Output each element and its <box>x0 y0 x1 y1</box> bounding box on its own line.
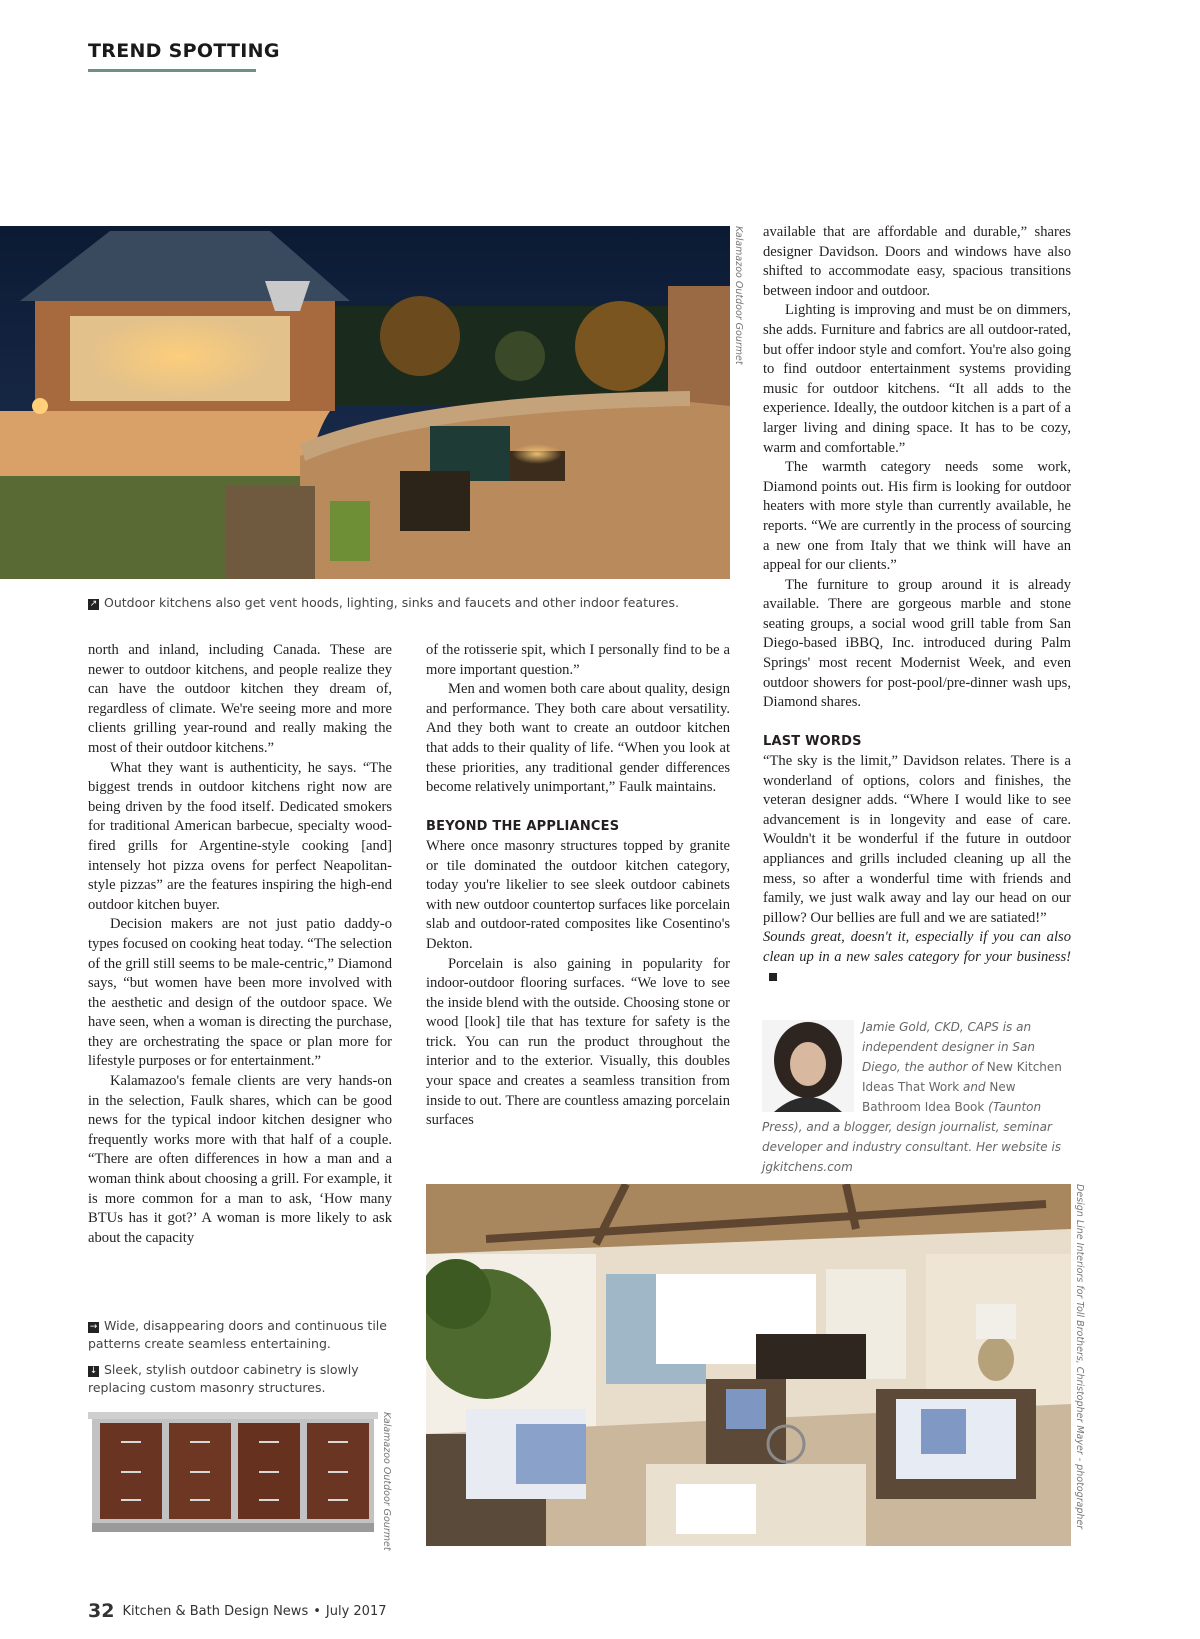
paragraph: The warmth category needs some work, Diamond points out. His firm is looking for outdoor heaters with more style than currently available, he reports. “We are currently in the process of sourcing a new one from Italy that we think will have an appeal for our clients.” <box>763 459 1071 574</box>
paragraph: of the rotisserie spit, which I personally find to be a more important question.” <box>426 642 730 678</box>
top-photo-caption <box>88 594 788 612</box>
end-mark-icon <box>769 973 777 981</box>
indoor-outdoor-living-photo <box>426 1184 1071 1546</box>
paragraph: available that are affordable and durable,” shares designer Davidson. Doors and windows have also shifted to accommodate easy, spacious transitions between indoor and outdoor. <box>763 224 1071 299</box>
article-column-right <box>763 223 1071 987</box>
issue-date: July 2017 <box>325 1604 387 1619</box>
paragraph: Kalamazoo's female clients are very hands-on in the selection, Faulk shares, which can be good news for the typical indoor kitchen designer who frequently works more with that half of a couple. “There are often differences in how a man and a woman think about choosing a grill. For example, it is more common for a man to ask, ‘How many BTUs has it got?’ A woman is more likely to ask about the capacity <box>88 1073 392 1246</box>
paragraph: north and inland, including Canada. These are newer to outdoor kitchens, and people realize they can have the outdoor kitchen they dream of, regardless of climate. We're seeing more and more clients grilling year-round and really making the most of their outdoor kitchens.” <box>88 642 392 756</box>
paragraph: What they want is authenticity, he says. “The biggest trends in outdoor kitchens right now are being driven by the food itself. Dedicated smokers for traditional American barbecue, specialty wood-fired grills for Argentine-style cooking [and] intensely hot pizza ovens for perfect Neapolitan-style pizzas” are the features inspiring the high-end outdoor kitchen buyer. <box>88 759 392 913</box>
outdoor-kitchen-photo <box>0 226 730 579</box>
top-caption-text: Outdoor kitchens also get vent hoods, lighting, sinks and faucets and other indoor features. <box>104 595 679 610</box>
article-column-left <box>88 641 392 1248</box>
subhead-beyond-appliances: BEYOND THE APPLIANCES <box>426 819 620 835</box>
outdoor-cabinet-photo <box>88 1412 378 1535</box>
cabinet-photo-caption: ↓ Sleek, stylish outdoor cabinetry is slowly replacing custom masonry structures. <box>88 1362 359 1395</box>
page-footer <box>88 1600 387 1622</box>
arrow-down-icon: ↓ <box>89 1366 98 1376</box>
closing-line: Sounds great, doesn't it, especially if you can also clean up in a new sales category for your business! <box>763 928 1071 987</box>
paragraph: “The sky is the limit,” Davidson relates. There is a wonderland of options, colors and finishes, the veteran designer adds. “Where I would like to see advancement is in longevity and ease of care. Wouldn't it be wonderful if the future in outdoor appliances and grills included cleaning up all the mess, so after a wonderful time with friends and family, we just walk away and lay our head on our pillow? Our bellies are full and we are satiated!” <box>763 753 1071 926</box>
paragraph: Porcelain is also gaining in popularity for indoor-outdoor flooring surfaces. “We love to see the inside blend with the outside. Choosing stone or wood [look] tile that has texture for safety is the trick. You can run the product throughout the interior and to the exterior. Visually, this doubles your space and creates a seamless transition from inside to out. There are countless amazing porcelain surfaces <box>426 955 730 1129</box>
author-portrait <box>762 1020 854 1112</box>
paragraph: The furniture to group around it is already available. There are gorgeous marble and stone seating groups, a social wood grill table from San Diego-based iBBQ, Inc. introduced during Palm Springs' most recent Modernist Week, and even outdoor showers for post-pool/pre-dinner wash ups, Diamond shares. <box>763 576 1071 711</box>
arrow-up-icon: ↗ <box>89 599 98 609</box>
paragraph: Where once masonry structures topped by granite or tile dominated the outdoor kitchen category, today you're likelier to see sleek outdoor cabinets with new outdoor countertop surfaces like porcelain slab and outdoor-rated composites like Cosentino's Dekton. <box>426 837 730 952</box>
publication-name: Kitchen & Bath Design News <box>122 1604 309 1619</box>
cabinet-photo-credit: Kalamazoo Outdoor Gourmet <box>381 1412 392 1551</box>
separator-dot: • <box>313 1604 321 1619</box>
page-number: 32 <box>88 1600 115 1622</box>
arrow-right-icon: → <box>89 1322 98 1332</box>
article-column-middle <box>426 641 730 1131</box>
section-heading: TREND SPOTTING <box>88 40 280 62</box>
interior-photo-credit: Design Line Interiors for Toll Brothers, Christopher Mayer - photographer <box>1074 1184 1085 1530</box>
subhead-last-words: LAST WORDS <box>763 734 862 750</box>
author-bio: Jamie Gold, CKD, CAPS is an independent designer in San Diego, the author of New Kitchen Ideas That Work and New Bathroom Idea Book (Taunton Press), and a blogger, design journalist, seminar developer and industry consultant. Her website is jgkitchens.com <box>762 1020 1062 1174</box>
interior-photo-caption: → Wide, disappearing doors and continuous tile patterns create seamless entertaining. <box>88 1318 387 1351</box>
top-photo-credit: Kalamazoo Outdoor Gourmet <box>733 226 744 365</box>
paragraph: Lighting is improving and must be on dimmers, she adds. Furniture and fabrics are all outdoor-rated, but offer indoor style and comfort. You're also going to find outdoor entertainment systems providing music for outdoor kitchens. “It all adds to the experience. Ideally, the outdoor kitchen is a part of a larger living and dining space. It has to be cozy, warm and comfortable.” <box>763 302 1071 456</box>
paragraph: Men and women both care about quality, design and performance. They both care about versatility. And they both want to create an outdoor kitchen that adds to their quality of life. “When you look at these priorities, any traditional gender differences become relatively unimportant,” Faulk maintains. <box>426 681 730 796</box>
paragraph: Decision makers are not just patio daddy-o types focused on cooking heat today. “The selection of the grill still seems to be male-centric,” Diamond says, “but women have been more involved with the aesthetic and design of the outdoor space. We have seen, when a woman is directing the purchase, they are orchestrating the space or plan more for lifestyle purposes or for entertainment.” <box>88 916 392 1070</box>
section-rule <box>88 69 256 72</box>
